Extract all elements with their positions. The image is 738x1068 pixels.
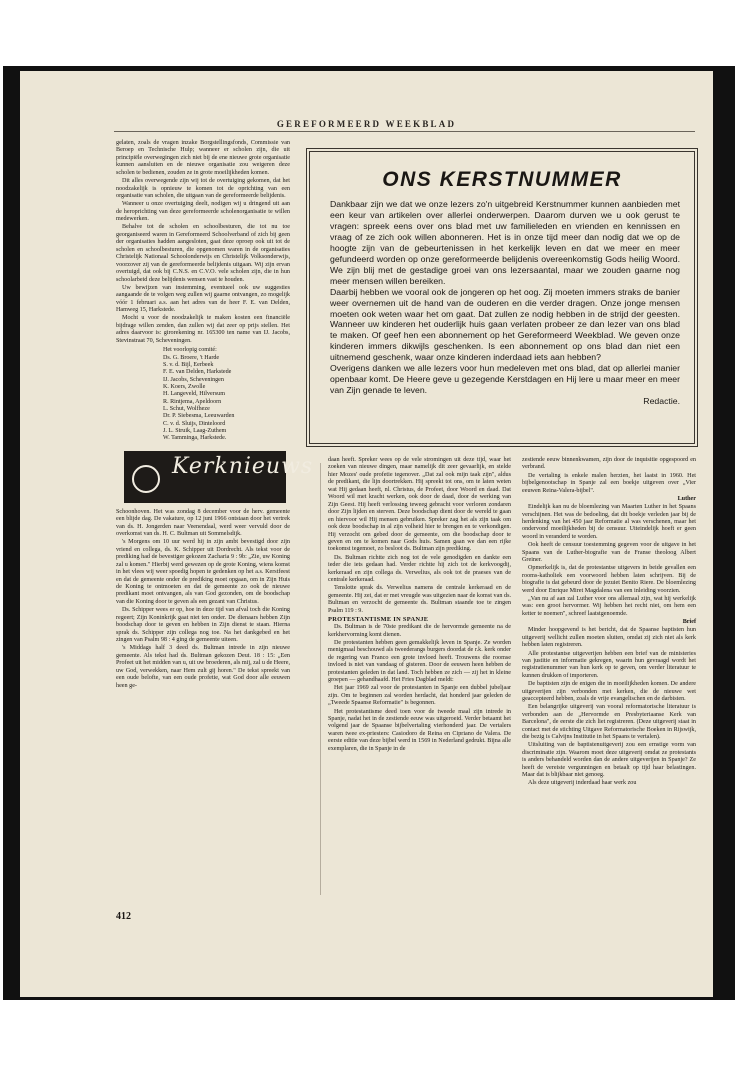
box-paragraph: Overigens danken we alle lezers voor hun medeleven met ons blad, dat op allerlei manier openbaar komt. De Heere geve u gezegende Kerstdagen en Hij lere u maar meer en meer van Zijn genade te leven. (330, 363, 680, 396)
paragraph: Alle protestantse uitgeverijen hebben een brief van de ministeries van justitie en informatie gekregen, waarin hun gevraagd wordt het registratienummer van hun kerk op te geven, om verder literatuur te kunnen drukken of importeren. (522, 650, 696, 679)
paragraph: Een belangrijke uitgeverij van vooral reformatorische literatuur is verbonden aan de „Hervormde en Presbyteriaanse Kerk van Barcelona", de eerste die zich liet registreren. (Deze uitgeverij staat in contact met de stichting Uitgave Reformatorische Boeken in Rijswijk, die bezig is Calvijns Institutie in het Spaans te vertalen). (522, 704, 696, 741)
paragraph: Schoonhoven. Het was zondag 8 december voor de herv. gemeente een blijde dag. De vakature, op 12 juni 1966 ontstaan door het vertrek van ds. H. Jongerden naar Veenendaal, werd weer vervuld door de overkomst van ds. H. C. Bultman uit Sommelsdijk. (116, 508, 290, 538)
paragraph: Eindelijk kan nu de bloemlezing van Maarten Luther in het Spaans verschijnen. Het was de bedoeling, dat dit boekje verleden jaar bij de herdenking van het 450 jaar Reformatie al was verschenen, maar het ondervond moeilijkheden bij de censuur. Uiteindelijk hoeft er geen woord in veranderd te worden. (522, 504, 696, 540)
column-left (116, 140, 314, 895)
column-right (522, 457, 696, 897)
paragraph: Tenslotte sprak ds. Verwelius namens de centrale kerkeraad en de gemeente. Hij zei, dat er met vreugde was uitgezien naar de komst van ds. Bultman en verzocht de gemeente ds. Bultman staande toe te zingen Psalm 119 : 9. (328, 585, 511, 614)
subheading-brief: Brief (682, 619, 696, 626)
committee-member: IJ. Jacobs, Scheveningen (163, 376, 224, 383)
paragraph: Wanneer u onze overtuiging deelt, nodigen wij u dringend uit aan de heroprichting van deze gereformeerde scholenorganisatie te willen medewerken. (116, 201, 290, 223)
paragraph: Ook heeft de censuur toestemming gegeven voor de uitgave in het Spaans van de Luther-biografie van de Franse theoloog Albert Greiner. (522, 542, 696, 564)
committee-member: C. v. d. Sluijs, Dinteloord (163, 420, 226, 427)
committee-member: W. Tamminga, Harkstede. (163, 435, 227, 442)
committee-member: H. Langeveld, Hilversum (163, 391, 225, 398)
paragraph: Mocht u voor de noodzakelijk te maken kosten een financiële bijdrage willen zenden, dan zullen wij dat zeer op prijs stellen. Het adres daarvoor is: girorekening nr. 165300 ten name van IJ. Jacobs, Stevinstraat 70, Scheveningen. (116, 315, 290, 344)
header-rule (114, 131, 695, 132)
committee-member: S. v. d. Bijl, Eerbeek (163, 361, 214, 368)
kerstnummer-box (306, 148, 698, 447)
paragraph: daan heeft. Spreker wees op de vele stromingen uit deze tijd, waar het zoeken van nieuwe dingen, maar namelijk dit zeer gevaarlijk, en stelde hier Mozes' oude profetie tegenover. „Dat zal ook mijn taak zijn", aldus de predikant, die lijn doortrekken. Hij spreekt tot ons, om te laten weten wat Hij gedaan heeft, nl. Christus, de Profeet, door Woord en daad. Dat Woord wil met kracht werken, ook door de daad, door de werking van Zijn Geest. Hij heeft verlossing teweeg gebracht voor verloren zondaren door Zijn lijden en sterven. Deze boodschap dient door de wereld te gaan en hiervoor wil Hij mensen gebruiken. Spreker zag het als zijn taak om ook deze boodschap in al zijn volheid hier te brengen en te verkondigen. Hij verzocht om gebed door de gemeente, om die boodschap door te geven en om te komen naar Gods huis. Samen gaan we dan een rijke toekomst tegemoet, zo besloot ds. Bultman zijn prediking. (328, 457, 511, 553)
committee-member: Dr. P. Siebesma, Leeuwarden (163, 413, 235, 420)
paragraph: „Van nu af aan zal Luther voor ons allemaal zijn, wat hij werkelijk was: een groot hervormer. Wij hebben het recht niet, om hem een ketter te noemen", schreef laatstgenoemde. (522, 595, 696, 617)
committee-member: R. Rintjema, Apeldoorn (163, 398, 222, 405)
paragraph: De baptisten zijn de enigen die in moeilijkheden komen. De andere uitgeverijen zijn verbonden met kerken, die de nieuwe wet geaccepteerd hebben, zoals de vrije evangelischen en de darbisten. (522, 681, 696, 703)
box-signature: Redactie. (643, 396, 680, 407)
page (20, 71, 713, 997)
paragraph: 's Middags half 3 deed ds. Bultman intrede in zijn nieuwe gemeente. Als tekst had ds. Bultman gekozen Deut. 18 : 15: „Een Profeet uit het midden van u, uit uw broederen, als mij, zal u de Heere, uw God, verwekken, naar Hem zult gij horen." De tekst spreekt van een oude belofte, van een oude profetie, wat God door alle eeuwen heen ge- (116, 645, 290, 689)
section-heading: PROTESTANTISME IN SPANJE (328, 615, 429, 623)
kerknieuws-banner (124, 451, 314, 503)
paragraph: Ds. Schipper wees er op, hoe in deze tijd van afval toch die Koning regeert; Zijn Koninkrijk gaat niet ten onder. De dienaars hebben Zijn boodschap door te geven en hebben in Zijn dienst te staan. Hierna sprak ds. Schipper zijn collega nog toe. Na het dankgebed en het zingen van Psalm 98 : 4 ging de gemeente uiteen. (116, 607, 290, 643)
box-text (330, 199, 680, 407)
kerknieuws-title: Kerknieuws (172, 453, 314, 479)
committee-member: K. Koers, Zwolle (163, 383, 206, 390)
running-header: GEREFORMEERD WEEKBLAD (276, 119, 457, 129)
paragraph: Ds. Bultman richtte zich nog tot de vele genodigden en dankte een ieder die iets gedaan had. Verder richtte hij zich tot de kerkvoogdij, kerkeraad en zijn collega ds. Verwelius, als ook tot de praeses van de centrale kerkeraad. (328, 554, 511, 584)
paragraph: gelaten, zoals de vragen inzake Borgstellingsfonds, Commissie van Beroep en Technische Hulp; wanneer er scholen zijn, die uit principiële overwegingen zich niet bij de ene nieuwe grote organisatie kunnen aansluiten en de nieuwe organisatie zou weigeren deze scholen te bedienen, zouden ze in grote moeilijkheden komen. (116, 140, 290, 176)
paragraph: Minder hoopgevend is het bericht, dat de Spaanse baptisten hun uitgeverij wellicht zullen moeten sluiten, omdat zij zich niet als kerk hebben laten registreren. (522, 627, 696, 649)
paragraph: Het jaar 1969 zal voor de protestanten in Spanje een dubbel jubeljaar zijn. Om te beginnen zal worden herdacht, dat honderd jaar geleden de „Tweede Spaanse Reformatie" is begonnen. (328, 685, 511, 707)
box-paragraph: Daarbij hebben we vooral ook de jongeren op het oog. Zij moeten immers straks de banier weer overnemen uit de hand van de ouderen en die verder dragen. Onze jonge mensen moeten ook weten waar het om gaat. Dat zullen ze nodig hebben in de strijd der geesten. Wanneer uw kinderen het ouderlijk huis gaan verlaten probeer ze dan lezer van ons blad te maken. Of geef hen een abonnement op het Gereformeerd Weekblad. We geven onze kinderen immers dikwijls geschenken. Is een abonnement op ons blad dan niet een uitnemend geschenk, waar onze kinderen inderdaad iets aan hebben? (330, 286, 680, 363)
paragraph: Het protestantisme deed toen voor de tweede maal zijn intrede in Spanje, nadat het in de zestiende eeuw was uitgeroeid. Verder betaamt het volgend jaar de Spaanse bijbelvertaling vierhonderd jaar. De vertalers waren twee ex-priesters: Casiodoro de Reina en Cipriano de Valera. De eerste editie van deze bijbel werd in 1569 in Nederland gedrukt. Bijna alle exemplaren, die in Spanje in de (328, 708, 511, 752)
committee-heading: Het voorlopig comité: (163, 347, 217, 354)
paragraph: 's Morgens om 10 uur werd hij in zijn ambt bevestigd door zijn vriend en collega, ds. K. Schipper uit Dordrecht. Als tekst voor de prediking had de bevestiger gekozen Zacharia 9 : 9b: „Zie, uw Koning zal u komen." Hierbij werd gewezen op de grote Koning, wiens komst in het vlees wij weer spoedig hopen te gedenken op het a.s. Kerstfeest en dat de gemeente onder de prediking moet opgaan, om in Zijn Huis de Koning te ontmoeten en dat de gemeente zo ook de nieuwe predikant moet ontvangen, als van God gezonden, om de boodschap van die Koning door te geven als een gezant van Christus. (116, 539, 290, 605)
paragraph: De vertaling is enkele malen herzien, het laatst in 1960. Het bijbelgenootschap in Spanje zal een boekje uitgeven over „Vier eeuwen Reina-Valera-bijbel". (522, 472, 696, 494)
paragraph: zestiende eeuw binnenkwamen, zijn door de inquisitie opgespoord en verbrand. (522, 457, 696, 471)
page-number: 412 (116, 911, 131, 922)
paragraph: Uitsluiting van de baptistenuitgeverij zou een ernstige vorm van discriminatie zijn. Waarom moet deze uitgeverij omdat ze protestants is anders behandeld worden dan de andere uitgeverijen in Spanje? Ze heeft de vereiste vergunningen en betaalt op tijd haar belastingen. Maar dat is blijkbaar niet genoeg. (522, 742, 696, 779)
church-emblem-icon (132, 465, 160, 493)
committee-member: F. E. van Delden, Harkstede (163, 369, 232, 376)
paragraph: De protestanten hebben geen gemakkelijk leven in Spanje. Ze worden menigmaal beschouwd als tweederangs burgers doordat de r.k. kerk onder de regering van Franco een grote invloed heeft. Trouwens die roomse invloed is niet van vandaag of gisteren. Door de eeuwen heen hebben de protestanten geleden in dat land. Toch hebben ze zich — zij het in kleine groepen — gehandhaafd. Het Fries Dagblad meldt: (328, 639, 511, 684)
committee-list (163, 347, 290, 442)
box-title: ONS KERSTNUMMER (382, 168, 622, 191)
committee-member: J. L. Struik, Laag-Zuthem (163, 428, 227, 434)
paragraph: Dit alles overwegende zijn wij tot de overtuiging gekomen, dat het noodzakelijk is opnieuw te komen tot de oprichting van een organisatie van scholen, die uitgaan van de gereformeerde belijdenis. (116, 178, 290, 199)
committee-member: L. Schut, Wolfheze (163, 405, 210, 412)
paragraph: Opmerkelijk is, dat de protestantse uitgevers in beide gevallen een rooms-katholiek een voorwoord hebben laten schrijven. Bij de biografie is dat gebeurd door de jezuiet Benito Riere. De bloemlezing werd door Enrique Miret Magdalena van een inleiding voorzien. (522, 565, 696, 594)
column-middle (328, 457, 511, 897)
paragraph: Ds. Bultman is de 70ste predikant die de hervormde gemeente na de kerkhervorming komt dienen. (328, 624, 511, 638)
committee-member: Ds. G. Broere, 't Harde (163, 354, 220, 361)
subheading-luther: Luther (677, 495, 696, 502)
column-divider (320, 463, 321, 895)
paragraph: Behalve tot de scholen en schoolbesturen, die tot nu toe georganiseerd waren in Gereformeerd Schoolverband of zich bij geen der organisaties hadden aangesloten, gaat deze oproep ook uit tot de scholen en schoolbesturen, die opgenomen waren in de organisaties Christelijk Nationaal Schoolonderwijs en Christelijk Volksonderwijs, voorzover zij van de gereformeerde belijdenis uitgaan. Wij zijn ervan overtuigd, dat ook bij C.N.S. en C.V.O. vele scholen zijn, die in hun schoolarbeid deze belijdenis wensen vast te houden. (116, 224, 290, 283)
box-paragraph: Dankbaar zijn we dat we onze lezers zo'n uitgebreid Kerstnummer kunnen aanbieden met een keur van artikelen over allerlei onderwerpen. Daarom durven we u ook gerust te vragen: spreek eens over ons blad met uw familieleden en vrienden en kennissen en vraag of ze zich ook willen abonneren. Het is in onze tijd meer dan nodig dat we op de hoogte zijn van de gebeurtenissen in het kerkelijk leven en dat we meer en meer gefundeerd worden op onze gereformeerde belijdenis overeenkomstig Gods heilig Woord. We zijn blij met de gestadige groei van ons lezersaantal, maar we zouden gaarne nog meer mensen willen bereiken. (330, 199, 680, 286)
paragraph: Als deze uitgeverij inderdaad haar werk zou (528, 780, 637, 787)
paragraph: Uw bewijzen van instemming, eventueel ook uw suggesties aangaande de te volgen weg zullen wij gaarne ontvangen, zo mogelijk vóór 1 februari a.s. aan het adres van de heer F. E. van Delden, Hamweg 15, Harkstede. (116, 284, 290, 314)
